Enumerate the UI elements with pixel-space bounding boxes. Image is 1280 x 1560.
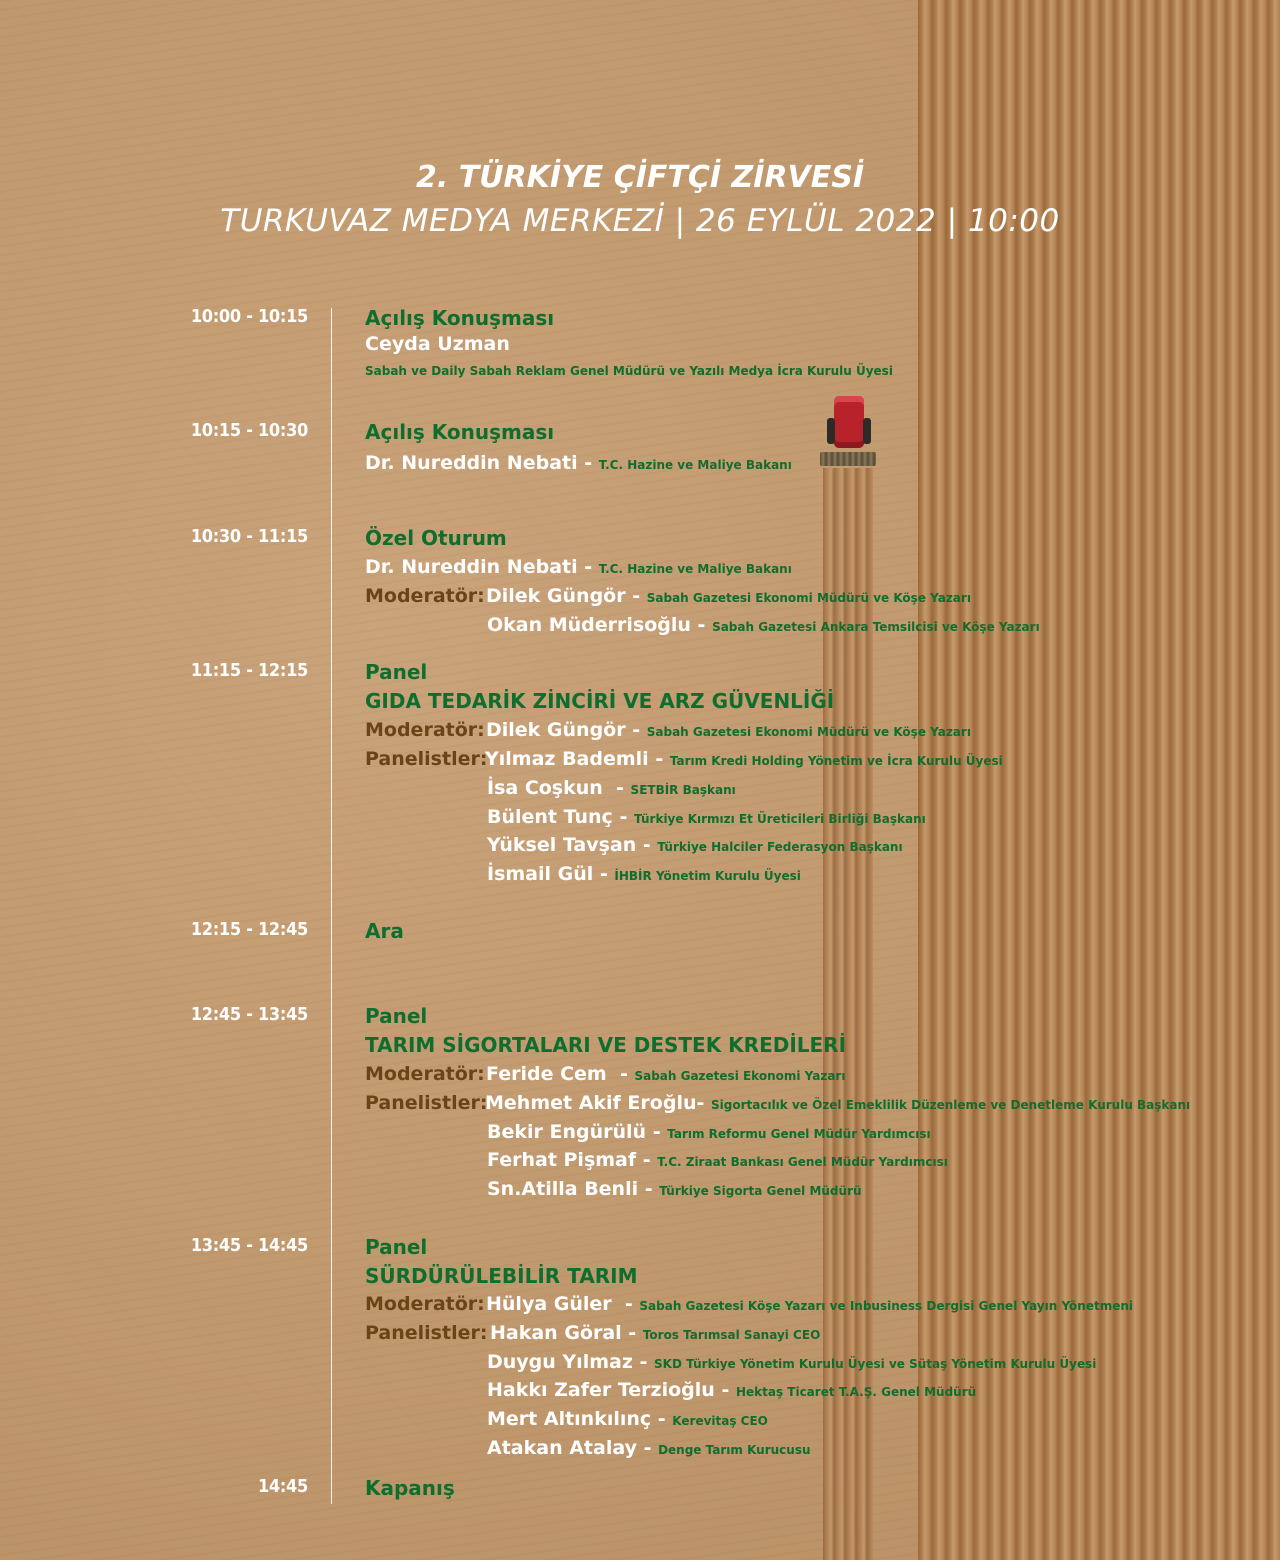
speaker-role: Sabah Gazetesi Ekonomi Yazarı [634, 1069, 846, 1083]
speaker-name: Atakan Atalay [487, 1437, 637, 1459]
speaker-name: Sn.Atilla Benli [487, 1178, 639, 1200]
schedule-line [487, 1437, 811, 1459]
separator: - [612, 806, 634, 828]
speaker-name: Hülya Güler [486, 1293, 612, 1315]
session-heading: Kapanış [365, 1476, 455, 1500]
speaker-role: SKD Türkiye Yönetim Kurulu Üyesi ve Sütaş Yönetim Kurulu Üyesi [654, 1357, 1097, 1371]
speaker-role: Türkiye Halciler Federasyon Başkanı [657, 840, 903, 854]
schedule-line [487, 1149, 948, 1171]
separator: - [606, 1063, 635, 1085]
schedule-line [365, 748, 1003, 770]
separator: - [714, 1379, 736, 1401]
speaker-role: Sabah Gazetesi Ekonomi Müdürü ve Köşe Yazarı [646, 591, 971, 605]
speaker-role: Sabah Gazetesi Ankara Temsilcisi ve Köşe Yazarı [712, 620, 1040, 634]
tractor-image [834, 396, 864, 448]
session-time: 11:15 - 12:15 [190, 660, 308, 681]
participant-role-label: Moderatör: [365, 1063, 485, 1085]
participant-role-label: Moderatör: [365, 719, 485, 741]
speaker-name: İsa Coşkun [487, 777, 603, 799]
participant-role-label: Moderatör: [365, 585, 485, 607]
session-heading: GIDA TEDARİK ZİNCİRİ VE ARZ GÜVENLİĞİ [365, 689, 835, 713]
participant-role-label: Panelistler: [365, 1322, 488, 1344]
participant-role-label: Panelistler: [365, 1092, 488, 1114]
schedule-line [365, 1293, 1133, 1315]
session-heading: Açılış Konuşması [365, 306, 555, 330]
separator: - [632, 1351, 655, 1373]
speaker-role: Sabah Gazetesi Ekonomi Müdürü ve Köşe Yazarı [646, 725, 971, 739]
schedule-line [365, 333, 510, 355]
session-heading: Panel [365, 1004, 428, 1028]
speaker-name: Dilek Güngör [486, 585, 626, 607]
schedule-line [487, 1178, 862, 1200]
separator: - [611, 1293, 640, 1315]
separator: - [636, 1149, 658, 1171]
schedule-line [365, 1322, 820, 1344]
speaker-name: Bekir Engürülü [487, 1121, 647, 1143]
schedule-line [365, 1063, 845, 1085]
schedule-line [365, 719, 971, 741]
speaker-role: T.C. Hazine ve Maliye Bakanı [598, 562, 792, 576]
speaker-role: Türkiye Sigorta Genel Müdürü [659, 1184, 862, 1198]
speaker-role: Kerevitaş CEO [672, 1414, 768, 1428]
schedule-line [487, 614, 1040, 636]
schedule-line [487, 1351, 1096, 1373]
session-time: 10:00 - 10:15 [190, 306, 308, 327]
speaker-name: Dr. Nureddin Nebati [365, 556, 578, 578]
speaker-role: Sabah ve Daily Sabah Reklam Genel Müdürü ve Yazılı Medya İcra Kurulu Üyesi [365, 364, 893, 378]
speaker-name: Mert Altınkılınç [487, 1408, 652, 1430]
session-heading: SÜRDÜRÜLEBİLİR TARIM [365, 1264, 638, 1288]
separator: - [651, 1408, 673, 1430]
session-time: 13:45 - 14:45 [190, 1235, 308, 1256]
speaker-role: T.C. Hazine ve Maliye Bakanı [598, 458, 792, 472]
separator: - [577, 452, 599, 474]
session-time: 14:45 [257, 1476, 308, 1497]
speaker-name: İsmail Gül [487, 863, 594, 885]
session-time: 10:15 - 10:30 [190, 420, 308, 441]
speaker-name: Dilek Güngör [486, 719, 626, 741]
separator: - [636, 1437, 659, 1459]
separator: - [696, 1092, 711, 1114]
speaker-name: Mehmet Akif Eroğlu [485, 1092, 697, 1114]
separator: - [648, 748, 670, 770]
schedule-line [365, 585, 971, 607]
separator: - [638, 1178, 660, 1200]
schedule-line [487, 1379, 976, 1401]
separator: - [593, 863, 615, 885]
separator: - [625, 719, 647, 741]
participant-role-label: Panelistler: [365, 748, 488, 770]
separator: - [636, 834, 658, 856]
speaker-role: Toros Tarımsal Sanayi CEO [642, 1328, 821, 1342]
schedule-line [365, 360, 893, 379]
session-time: 12:45 - 13:45 [190, 1004, 308, 1025]
schedule-line [487, 1408, 768, 1430]
schedule-line [365, 452, 792, 474]
schedule-line [487, 863, 801, 885]
speaker-role: Hektaş Ticaret T.A.Ş. Genel Müdürü [735, 1385, 977, 1399]
separator: - [621, 1322, 643, 1344]
separator: - [646, 1121, 668, 1143]
session-time: 12:15 - 12:45 [190, 919, 308, 940]
schedule-line [365, 1092, 1190, 1114]
schedule-line [365, 556, 792, 578]
speaker-role: Denge Tarım Kurucusu [658, 1443, 811, 1457]
schedule-line [487, 777, 736, 799]
speaker-role: T.C. Ziraat Bankası Genel Müdür Yardımcısı [657, 1155, 948, 1169]
schedule-line [487, 806, 926, 828]
participant-role-label: Moderatör: [365, 1293, 485, 1315]
session-heading: Ara [365, 919, 404, 943]
speaker-name: Yüksel Tavşan [487, 834, 637, 856]
speaker-name: Yılmaz Bademli [485, 748, 649, 770]
speaker-name: Feride Cem [486, 1063, 607, 1085]
speaker-name: Okan Müderrisoğlu [487, 614, 691, 636]
speaker-name: Hakan Göral [490, 1322, 622, 1344]
session-heading: Açılış Konuşması [365, 420, 555, 444]
session-heading: Panel [365, 660, 428, 684]
speaker-name: Hakkı Zafer Terzioğlu [487, 1379, 715, 1401]
harrow-implement [820, 452, 876, 466]
speaker-role: Tarım Reformu Genel Müdür Yardımcısı [667, 1127, 931, 1141]
speaker-role: İHBİR Yönetim Kurulu Üyesi [614, 869, 801, 883]
speaker-name: Bülent Tunç [487, 806, 613, 828]
schedule-line [487, 834, 903, 856]
event-subtitle: TURKUVAZ MEDYA MERKEZİ | 26 EYLÜL 2022 | 10:00 [220, 203, 1060, 239]
speaker-name: Dr. Nureddin Nebati [365, 452, 578, 474]
speaker-name: Ferhat Pişmaf [487, 1149, 637, 1171]
speaker-role: Sigortacılık ve Özel Emeklilik Düzenleme ve Denetleme Kurulu Başkanı [711, 1098, 1191, 1112]
event-title: 2. TÜRKİYE ÇİFTÇİ ZİRVESİ [416, 160, 864, 195]
schedule-line [487, 1121, 931, 1143]
session-heading: Özel Oturum [365, 526, 507, 550]
timeline-divider [331, 308, 332, 1504]
session-time: 10:30 - 11:15 [190, 526, 308, 547]
separator: - [625, 585, 647, 607]
session-heading: Panel [365, 1235, 428, 1259]
separator: - [602, 777, 631, 799]
session-heading: TARIM SİGORTALARI VE DESTEK KREDİLERİ [365, 1033, 847, 1057]
speaker-name: Ceyda Uzman [365, 333, 510, 355]
speaker-name: Duygu Yılmaz [487, 1351, 633, 1373]
separator: - [577, 556, 599, 578]
separator: - [690, 614, 713, 636]
speaker-role: SETBİR Başkanı [630, 783, 736, 797]
speaker-role: Tarım Kredi Holding Yönetim ve İcra Kurulu Üyesi [669, 754, 1003, 768]
speaker-role: Sabah Gazetesi Köşe Yazarı ve Inbusiness Dergisi Genel Yayın Yönetmeni [639, 1299, 1134, 1313]
speaker-role: Türkiye Kırmızı Et Üreticileri Birliği Başkanı [633, 812, 926, 826]
